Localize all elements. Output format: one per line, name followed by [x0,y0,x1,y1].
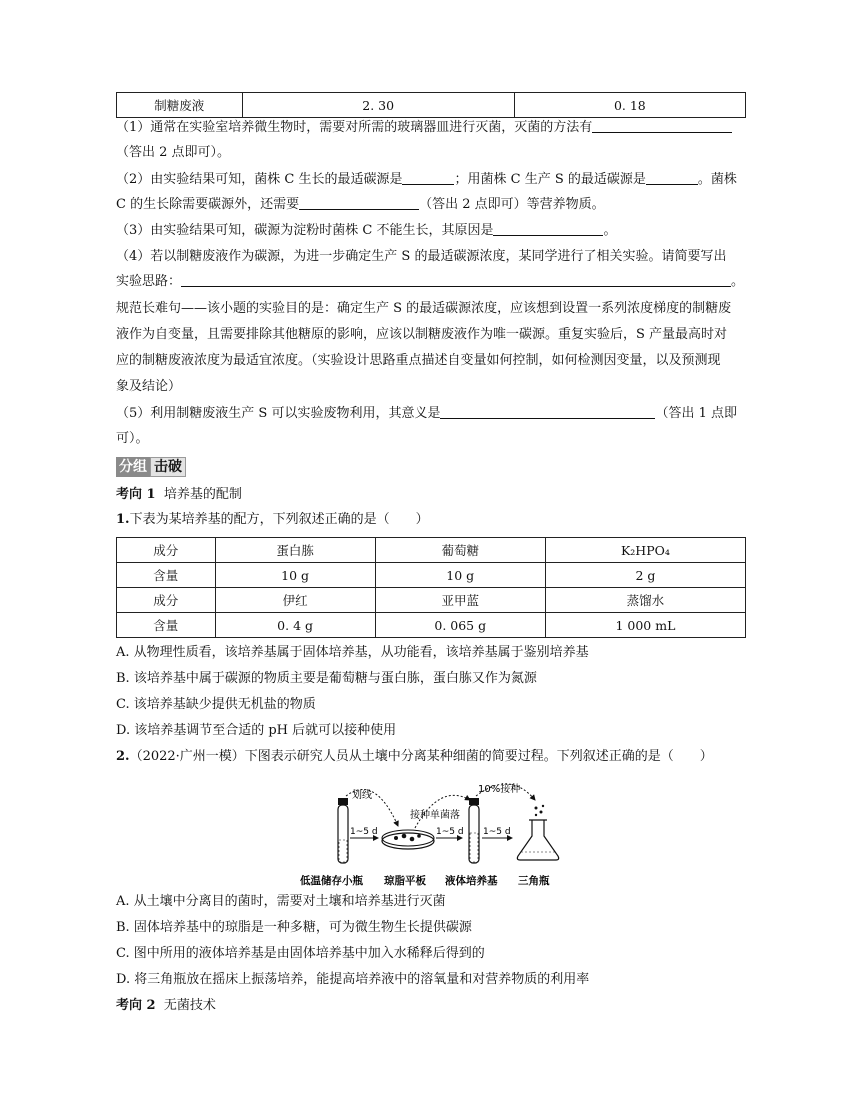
q5-line1 [116,404,737,424]
table-cell: 10 g [375,563,545,588]
recipe-table [116,537,746,638]
tip-line: 规范长难句——该小题的实验目的是：确定生产 S 的最适碳源浓度，应该想到设置一系列浓度梯度的制糖废 [116,301,732,316]
table-cell: 10 g [215,563,375,588]
answer-blank[interactable] [646,170,698,185]
table-cell: 2. 30 [242,93,514,118]
section1-label: 考向 1 [116,487,156,502]
option-a[interactable]: A. 从物理性质看，该培养基属于固体培养基，从功能看，该培养基属于鉴别培养基 [116,645,589,660]
answer-blank[interactable] [402,170,454,185]
question-number: 2. [116,749,130,764]
q5-text: （5）利用制糖废液生产 S 可以实验废物利用，其意义是 [116,406,441,421]
answer-blank[interactable] [440,404,655,419]
caption-liquid-medium: 液体培养基 [445,875,498,887]
table-row [117,93,746,118]
tip-line: 应的制糖废液浓度为最适宜浓度。（实验设计思路重点描述自变量如何控制，如何检测因变量，以及预测现 [116,353,721,368]
q2-part1: （2）由实验结果可知，菌株 C 生长的最适碳源是 [116,172,403,187]
option-b[interactable]: B. 该培养基中属于碳源的物质主要是葡萄糖与蛋白胨，蛋白胨又作为氮源 [116,671,537,686]
ten-percent-label: 10%接种 [478,784,521,795]
table-cell: 葡萄糖 [375,538,545,563]
q2-line1 [116,170,737,190]
section1-heading [116,485,242,505]
caption-agar-plate: 琼脂平板 [384,875,426,887]
streak-label: 划线 [352,790,372,801]
q2-line2b: （答出 2 点即可）等营养物质。 [419,197,605,212]
answer-blank[interactable] [592,118,732,133]
tip-line: 象及结论） [116,379,182,394]
table-cell: 制糖废液 [117,93,243,118]
liquid-medium-tube-icon [469,798,479,863]
table-cell: 含量 [117,563,216,588]
q4-end: 。 [731,274,745,289]
table-cell: 成分 [117,588,216,613]
q1-line [116,118,732,138]
q2-line2 [116,195,605,215]
caption-flask: 三角瓶 [518,875,550,887]
question-number: 1. [116,512,130,527]
time-label: 1~5 d [436,827,464,837]
q1-tail: （答出 2 点即可）。 [116,145,231,160]
table-cell: 0. 065 g [375,613,545,638]
option-d[interactable]: D. 该培养基调节至合适的 pH 后就可以接种使用 [116,723,397,738]
section-banner [116,457,186,477]
table-cell: 蒸馏水 [545,588,745,613]
section2-label: 考向 2 [116,998,156,1013]
q4-line1: （4）若以制糖废液作为碳源，为进一步确定生产 S 的最适碳源浓度，某同学进行了相关实验。请简要写出 [116,249,727,264]
table-cell: 0. 18 [514,93,745,118]
table-row [117,563,746,588]
inoculate-label: 接种单菌落 [410,810,460,821]
conical-flask-icon [517,805,558,860]
q2-part3: 。菌株 [697,172,737,187]
tip-line: 液作为自变量，且需要排除其他糖原的影响，应该以制糖废液作为唯一碳源。重复实验后，S 产量最高时对 [116,327,728,342]
table-cell: 成分 [117,538,216,563]
table-cell: 2 g [545,563,745,588]
section2-title: 无菌技术 [163,998,216,1013]
table-cell: K₂HPO₄ [545,538,745,563]
storage-vial-icon [338,798,348,863]
option-a[interactable]: A. 从土壤中分离目的菌时，需要对土壤和培养基进行灭菌 [116,894,446,909]
question1 [116,510,429,530]
q4-label: 实验思路： [116,274,182,289]
answer-blank[interactable] [493,221,603,236]
banner-part1: 分组 [116,457,150,477]
agar-plate-icon [382,830,434,849]
question2-text: （2022·广州一模）下图表示研究人员从土壤中分离某种细菌的简要过程。下列叙述正确的是（ ） [129,749,713,764]
table-cell: 1 000 mL [545,613,745,638]
option-d[interactable]: D. 将三角瓶放在摇床上振荡培养，能提高培养液中的溶氧量和对营养物质的利用率 [116,972,590,987]
table-cell: 含量 [117,613,216,638]
section2-heading [116,996,216,1016]
q2-part2: ；用菌株 C 生产 S 的最适碳源是 [454,172,646,187]
question1-text: 下表为某培养基的配方，下列叙述正确的是（ ） [129,512,429,527]
caption-storage-vial: 低温储存小瓶 [300,875,363,887]
time-label: 1~5 d [483,827,511,837]
section1-title: 培养基的配制 [163,487,242,502]
q5-line2: 可）。 [116,431,149,446]
q3-text: （3）由实验结果可知，碳源为淀粉时菌株 C 不能生长，其原因是 [116,223,494,238]
option-c[interactable]: C. 图中所用的液体培养基是由固体培养基中加入水稀释后得到的 [116,946,485,961]
q4-line2 [116,272,744,292]
banner-part2: 击破 [150,457,186,477]
q5-tail: （答出 1 点即 [655,406,737,421]
table-row [117,613,746,638]
time-label: 1~5 d [350,827,378,837]
q3-line [116,221,617,241]
q1-text: （1）通常在实验室培养微生物时，需要对所需的玻璃器皿进行灭菌，灭菌的方法有 [116,120,593,135]
table-cell: 伊红 [215,588,375,613]
answer-blank[interactable] [181,272,731,287]
option-c[interactable]: C. 该培养基缺少提供无机盐的物质 [116,697,316,712]
table-cell: 0. 4 g [215,613,375,638]
answer-blank[interactable] [299,195,419,210]
isolation-process-diagram [300,778,580,888]
carbon-source-table-tail [116,92,746,118]
question2 [116,747,713,767]
table-cell: 蛋白胨 [215,538,375,563]
table-row [117,588,746,613]
q3-end: 。 [603,223,617,238]
option-b[interactable]: B. 固体培养基中的琼脂是一种多糖，可为微生物生长提供碳源 [116,920,472,935]
q2-line2a: C 的生长除需要碳源外，还需要 [116,197,300,212]
table-cell: 亚甲蓝 [375,588,545,613]
table-row [117,538,746,563]
